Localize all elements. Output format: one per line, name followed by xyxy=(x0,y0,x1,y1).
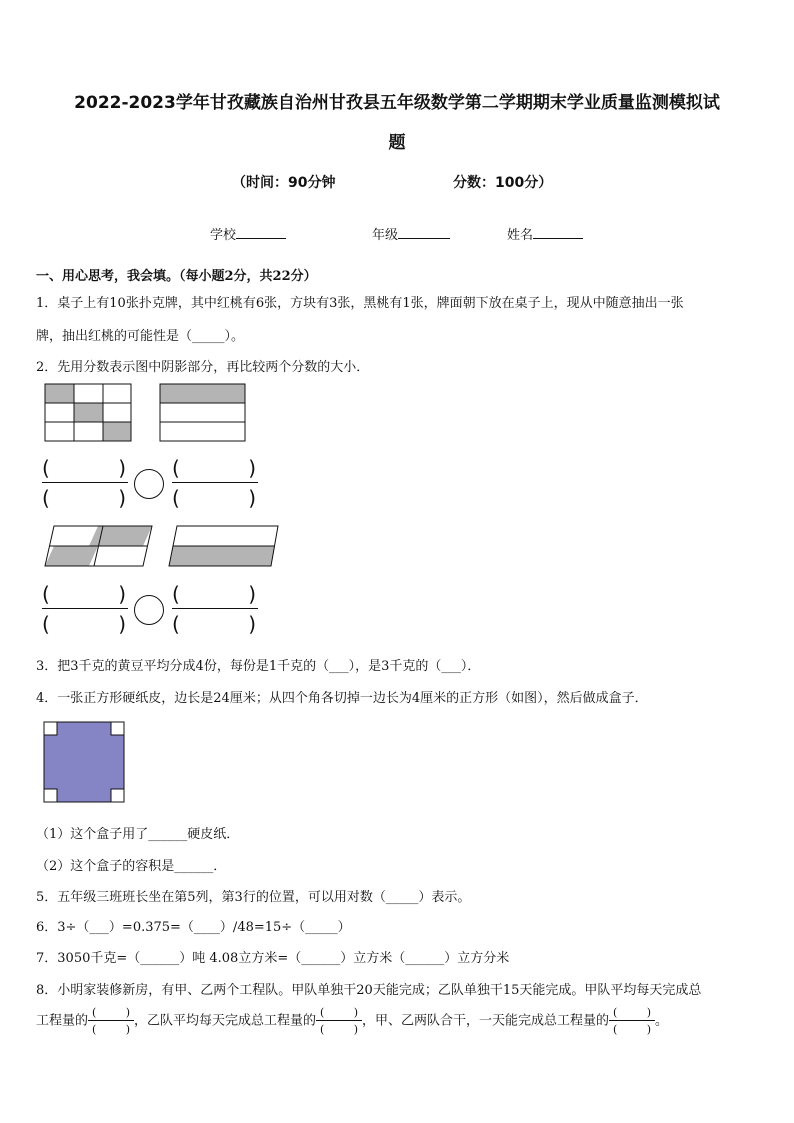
parallelogram-2-figure xyxy=(169,526,278,566)
doc-title-line1: 2022-2023学年甘孜藏族自治州甘孜县五年级数学第二学期期末学业质量监测模拟试 xyxy=(74,93,720,113)
q8-fraction-blank-3[interactable]: ( ) ( ) xyxy=(609,1006,655,1036)
doc-title-line2: 题 xyxy=(388,133,406,153)
school-blank[interactable] xyxy=(236,224,286,239)
parallelogram-4-figure xyxy=(45,526,152,566)
grade-field[interactable] xyxy=(372,224,450,243)
q8-fraction-blank-2[interactable]: ( ) ( ) xyxy=(316,1006,362,1036)
question-8-line1: 8．小明家装修新房，有甲、乙两个工程队。甲队单独干20天能完成；乙队单独干15天能完成。甲队平均每天完成总 xyxy=(36,983,702,998)
fraction-blank-2[interactable]: ( ) ( ) xyxy=(172,456,256,510)
fraction-blank-1[interactable]: ( ) ( ) xyxy=(42,456,126,510)
question-1-line2: 牌，抽出红桃的可能性是（_____）。 xyxy=(36,329,245,344)
question-4-part1: （1）这个盒子用了______硬皮纸． xyxy=(36,827,240,842)
compare-circle-1[interactable] xyxy=(134,469,164,499)
school-field[interactable] xyxy=(210,224,286,243)
question-7: 7．3050千克=（______）吨 4.08立方米=（______）立方米（______）立方分米 xyxy=(36,951,510,966)
fraction-blank-4[interactable]: ( ) ( ) xyxy=(172,582,256,636)
q2-figure-row2 xyxy=(40,522,280,570)
question-8-line2 xyxy=(36,1006,668,1036)
q8-text-c: ，甲、乙两队合干，一天能完成总工程量的 xyxy=(362,1013,610,1029)
question-4-part2: （2）这个盒子的容积是______． xyxy=(36,859,227,874)
compare-circle-2[interactable] xyxy=(134,595,164,625)
name-label: 姓名 xyxy=(507,228,534,243)
question-3: 3．把3千克的黄豆平均分成4份，每份是1千克的（___），是3千克的（___）． xyxy=(36,659,481,674)
question-5: 5．五年级三班班长坐在第5列，第3行的位置，可以用对数（_____）表示。 xyxy=(36,890,471,905)
question-1-line1: 1．桌子上有10张扑克牌，其中红桃有6张，方块有3张，黑桃有1张，牌面朝下放在桌子上，现从中随意抽出一张 xyxy=(36,296,684,311)
question-2: 2．先用分数表示图中阴影部分，再比较两个分数的大小． xyxy=(36,360,370,375)
score-label: 分数：100分） xyxy=(453,175,553,191)
name-blank[interactable] xyxy=(533,224,583,239)
grade-blank[interactable] xyxy=(398,224,450,239)
q8-text-d: 。 xyxy=(655,1013,669,1029)
q8-text-a: 工程量的 xyxy=(36,1013,89,1029)
q2-figure-row1 xyxy=(40,380,260,446)
question-6: 6．3÷（___）=0.375=（____）/48=15÷（_____） xyxy=(36,920,351,935)
fraction-blank-3[interactable]: ( ) ( ) xyxy=(42,582,126,636)
grade-label: 年级 xyxy=(372,228,399,243)
q8-fraction-blank-1[interactable]: ( ) ( ) xyxy=(88,1006,134,1036)
time-label: （时间：90分钟 xyxy=(232,175,336,191)
grid-3x3-figure xyxy=(45,384,131,441)
name-field[interactable] xyxy=(507,224,583,243)
strip-3-figure xyxy=(160,384,245,441)
school-label: 学校 xyxy=(210,228,237,243)
section-heading: 一、用心思考，我会填。（每小题2分，共22分） xyxy=(36,269,317,284)
question-4: 4．一张正方形硬纸皮，边长是24厘米；从四个角各切掉一边长为4厘米的正方形（如图），然后做成盒子． xyxy=(36,691,648,706)
q8-text-b: ，乙队平均每天完成总工程量的 xyxy=(134,1013,317,1029)
box-net-figure xyxy=(40,718,130,808)
